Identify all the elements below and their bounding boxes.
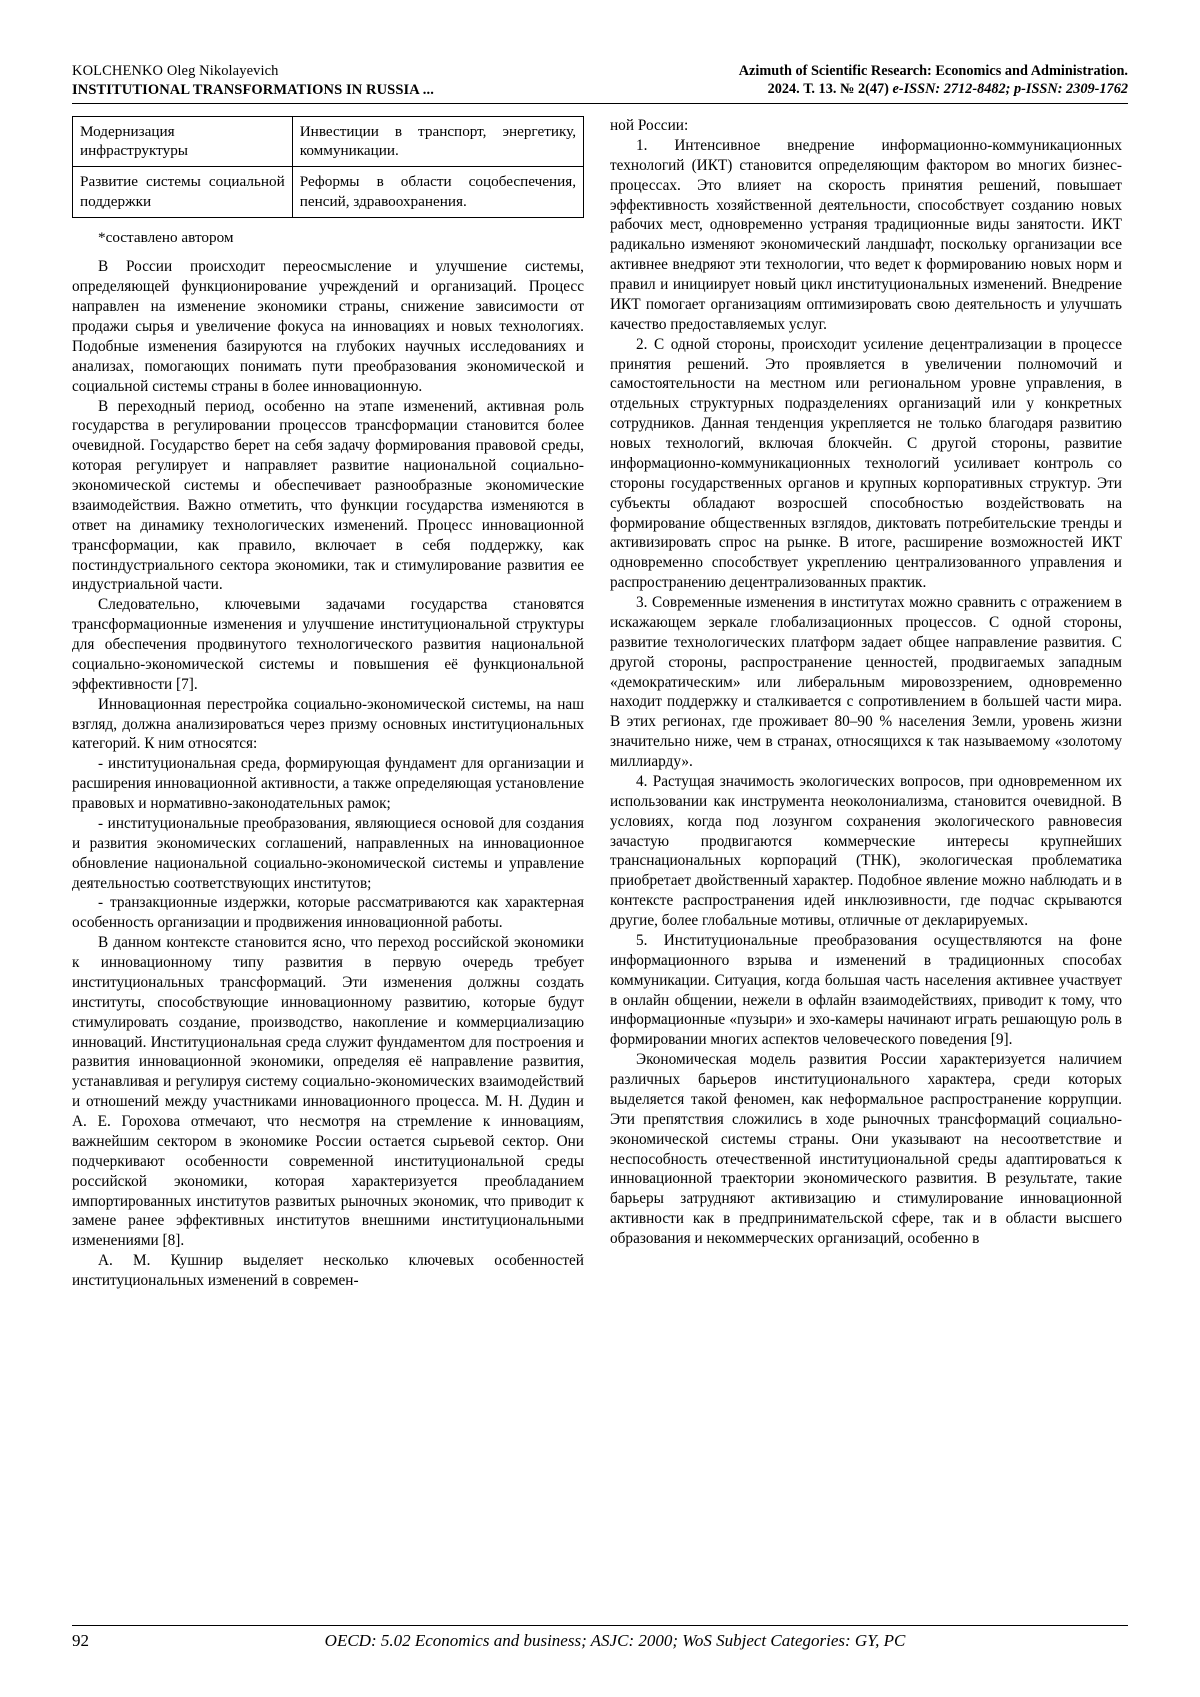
list-item: - институциональная среда, формирующая фундамент для организации и расширения инновационной активности, а также определяющая установление правовых и нормативно-законодательных рамок; xyxy=(72,755,584,813)
table-cell-description: Инвестиции в транспорт, энергетику, коммуникации. xyxy=(292,117,583,167)
table-cell-description: Реформы в области соцобеспечения, пенсий, здравоохранения. xyxy=(292,167,583,217)
article-running-title: INSTITUTIONAL TRANSFORMATIONS IN RUSSIA ... xyxy=(72,81,434,98)
paragraph: В переходный период, особенно на этапе изменений, активная роль государства в регулировании процессов трансформации становится более очевидной. Государство берет на себя задачу формирования правовой среды, которая регулирует и направляет развитие национальной социально-экономической системы и обеспечивает разнообразные экономические взаимодействия. Важно отметить, что функции государства изменяются в ответ на динамику технологических изменений. Процесс инновационной трансформации, как правило, включает в себя поддержку, как постиндустриального сектора экономики, так и стимулирование развития ее индустриальной части. xyxy=(72,397,584,594)
header-left xyxy=(72,62,568,99)
paragraph: В России происходит переосмысление и улучшение системы, определяющей функционирование учреждений и организаций. Процесс направлен на изменение экономики страны, снижение зависимости от продажи сырья и увеличение фокуса на инновациях и новых технологиях. Подобные изменения базируются на глубоких научных исследованиях и анализах, помогающих понимать пути преобразования экономической и социальной системы страны в более инновационную. xyxy=(72,258,584,395)
body-columns xyxy=(72,116,1128,1291)
paragraph: В данном контексте становится ясно, что переход российской экономики к инновационному типу развития в первую очередь требует институциональных трансформаций. Эти изменения должны создать институты, способствующие инновационному развитию, которые будут стимулировать создание, производство, накопление и коммерциализацию инноваций. Институциональная среда служит фундаментом для построения и развития инновационной экономики, определяя её направление развития, устанавливая и регулируя систему социально-экономических взаимодействий и отношений между участниками инновационного процесса. М. Н. Дудин и А. Е. Горохова отмечают, что несмотря на стремление к инновациям, важнейшим сектором в экономике России остается сырьевой сектор. Они подчеркивают особенности современной институциональной среды российской экономики, которая характеризуется преобладанием импортированных институтов развитых рыночных экономик, что приводит к замене ранее эффективных институтов внешними институциональными изменениями [8]. xyxy=(72,934,584,1250)
list-item: 2. С одной стороны, происходит усиление децентрализации в процессе принятия решений. Это проявляется в увеличении полномочий и самостоятельности на местном или региональном уровне управления, в отдельных структурных подразделениях организаций или у конкретных сотрудников. Данная тенденция укрепляется не только благодаря развитию новых технологий, включая блокчейн. С другой стороны, развитие информационно-коммуникационных технологий усиливает контроль со стороны государственных органов и крупных корпоративных структур. Эти субъекты обладают возросшей способностью воздействовать на формирование общественных взглядов, диктовать потребительские тренды и активизировать спрос на рынке. В итоге, расширение возможностей ИКТ одновременно способствует укреплению централизованного управления и распространению децентрализованных практик. xyxy=(610,335,1122,592)
journal-name: Azimuth of Scientific Research: Economics and Administration. xyxy=(738,63,1128,79)
journal-issue xyxy=(600,80,1128,98)
page-header xyxy=(72,62,1128,99)
paragraph: Инновационная перестройка социально-экономической системы, на наш взгляд, должна анализироваться через призму основных институциональных категорий. К ним относятся: xyxy=(72,695,584,753)
issn-text: e-ISSN: 2712-8482; p-ISSN: 2309-1762 xyxy=(888,81,1128,98)
page-number: 92 xyxy=(72,1631,89,1650)
header-right xyxy=(600,62,1128,99)
table-body xyxy=(73,117,584,218)
paragraph: А. М. Кушнир выделяет несколько ключевых особенностей институциональных изменений в современ- xyxy=(72,1252,584,1290)
list-item: 3. Современные изменения в институтах можно сравнить с отражением в искажающем зеркале глобализационных процессов. С одной стороны, развитие технологических платформ задает общее направление развития. С другой стороны, распространение ценностей, продвигаемых западным «демократическим» или либеральным мировоззрением, одновременно находит поддержку и сталкивается с сопротивлением в большей части мира. В этих регионах, где проживает 80–90 % населения Земли, уровень жизни значительно ниже, чем в странах, относящихся к так называемому «золотому миллиарду». xyxy=(610,594,1122,771)
table-row xyxy=(73,167,584,217)
table-row xyxy=(73,117,584,167)
paragraph: Экономическая модель развития России характеризуется наличием различных барьеров институционального характера, среди которых выделяется такой феномен, как неформальное распространение коррупции. Эти препятствия сложились в ходе рыночных трансформаций социально-экономической системы страны. Они указывают на несоответствие и неспособность отечественной институциональной среды адаптироваться к инновационной траектории экономического развития. В результате, такие барьеры затрудняют активизацию и стимулирование инновационной активности как в предпринимательской сфере, так и в области высшего образования и некоммерческих организаций, особенно в xyxy=(610,1051,1122,1248)
left-column xyxy=(72,116,584,1291)
page-footer xyxy=(72,1625,1128,1651)
paragraph-continuation: ной России: xyxy=(610,117,689,135)
right-column xyxy=(610,116,1122,1291)
issue-volume: 2024. Т. 13. № 2(47) xyxy=(767,81,889,98)
header-divider xyxy=(72,103,1128,104)
footer-subject-categories: OECD: 5.02 Economics and business; ASJC: 2000; WoS Subject Categories: GY, PC xyxy=(324,1631,906,1650)
list-item: 4. Растущая значимость экологических вопросов, при одновременном их использовании как инструмента неоколониализма, становится очевидной. В условиях, когда под лозунгом сохранения экологического равновесия зачастую продвигаются коммерческие интересы крупнейших транснациональных корпораций (ТНК), экологическая проблематика приобретает двойственный характер. Подобное явление можно наблюдать и в контексте распространения идей инклюзивности, где подчас скрываются другие, более глобальные мотивы, отличные от декларируемых. xyxy=(610,772,1122,930)
author-name: KOLCHENKO Oleg Nikolayevich xyxy=(72,63,279,79)
list-item: - транзакционные издержки, которые рассматриваются как характерная особенность организации и продвижения инновационной работы. xyxy=(72,894,584,932)
table-source-note: *составлено автором xyxy=(98,228,234,246)
table-cell-measure: Развитие системы социальной поддержки xyxy=(73,167,293,217)
footer-divider xyxy=(72,1625,1128,1626)
measures-table xyxy=(72,116,584,218)
list-item: 1. Интенсивное внедрение информационно-коммуникационных технологий (ИКТ) становится определяющим фактором во многих бизнес-процессах. Это влияет на скорость принятия решений, повышает эффективность хозяйственной деятельности, способствует созданию новых рабочих мест, одновременно устраняя традиционные виды занятости. ИКТ радикально изменяют экономический ландшафт, поскольку организации все активнее внедряют эти технологии, что ведет к формированию новых норм и правил и инициирует новый цикл институциональных изменений. Внедрение ИКТ помогает организациям оптимизировать свою деятельность и улучшать качество предоставляемых услуг. xyxy=(610,136,1122,333)
list-item: - институциональные преобразования, являющиеся основой для создания и развития экономических соглашений, направленных на инновационное обновление национальной социально-экономической системы и управление деятельностью соответствующих институтов; xyxy=(72,814,584,892)
list-item: 5. Институциональные преобразования осуществляются на фоне информационного взрыва и изменений в традиционных способах коммуникации. Ситуация, когда большая часть населения активнее участвует в онлайн общении, нежели в офлайн взаимодействиях, приводит к тому, что информационные «пузыри» и эхо-камеры начинают играть решающую роль в формировании многих аспектов человеческого поведения [9]. xyxy=(610,931,1122,1049)
paragraph: Следовательно, ключевыми задачами государства становятся трансформационные изменения и улучшение институциональной структуры для обеспечения продвинутого технологического развития национальной социально-экономической системы и повышения её функциональной эффективности [7]. xyxy=(72,596,584,693)
table-cell-measure: Модернизация инфраструктуры xyxy=(73,117,293,167)
